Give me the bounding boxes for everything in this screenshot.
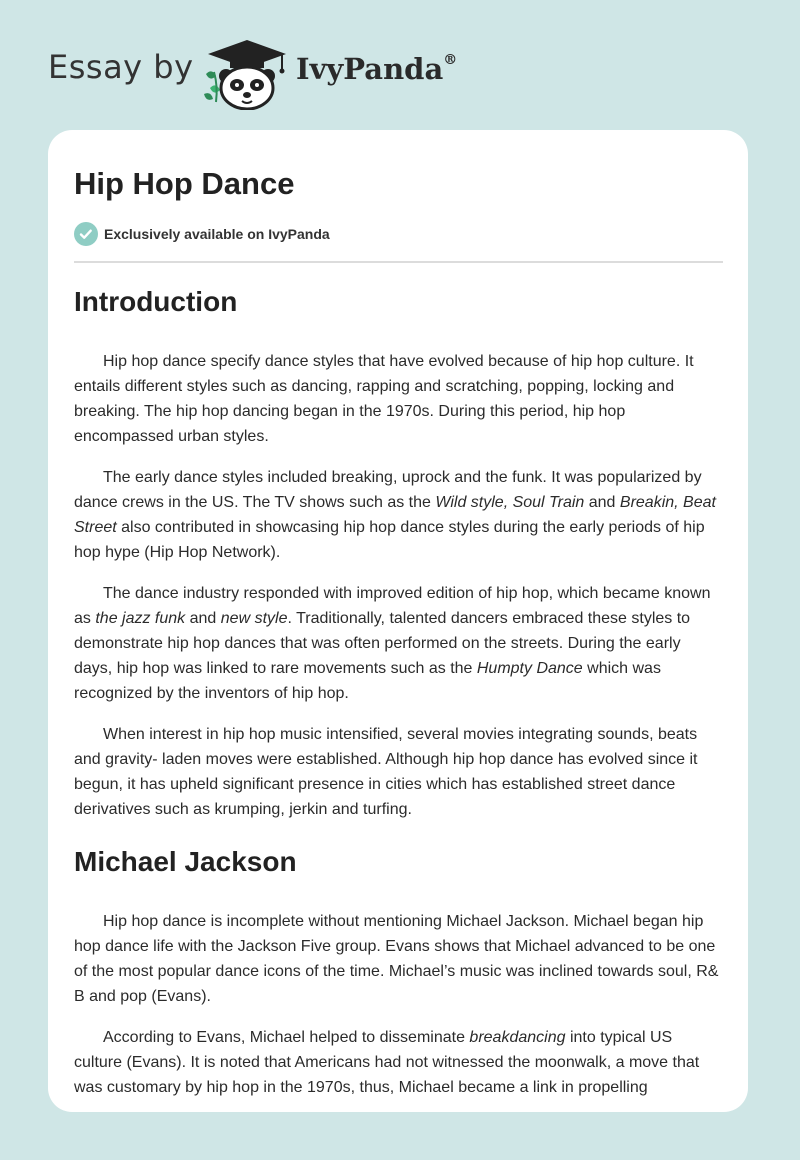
- section-heading-michael-jackson: Michael Jackson: [74, 846, 297, 877]
- page-title: Hip Hop Dance: [74, 166, 295, 201]
- paragraph: Hip hop dance is incomplete without mentioning Michael Jackson. Michael began hip hop dance life with the Jackson Five group. Evans shows that Michael advanced to be one of the most popular dance icons of the time. Michael’s music was inclined towards soul, R& B and pop (Evans).: [74, 913, 719, 1005]
- check-circle-icon: [74, 222, 98, 246]
- italic-term: breakdancing: [469, 1029, 566, 1046]
- paragraph: The dance industry responded with improved edition of hip hop, which became known as the jazz funk and new style. Traditionally, talented dancers embraced these styles to demonstrate hip hop dances that was often performed on the streets. During the early days, hip hop was linked to rare movements such as the Humpty Dance which was recognized by the inventors of hip hop.: [74, 585, 711, 702]
- italic-term: Breakin, Beat Street: [74, 494, 716, 536]
- essay-card: [48, 130, 748, 1112]
- site-header: [0, 0, 800, 130]
- essay-body: [74, 280, 723, 1100]
- paragraph: The early dance styles included breaking, uprock and the funk. It was popularized by dance crews in the US. The TV shows such as the Wild style, Soul Train and Breakin, Beat Street also contributed in showcasing hip hop dance styles during the early periods of hip hop hype (Hip Hop Network).: [74, 469, 716, 561]
- italic-term: the jazz funk: [95, 610, 186, 627]
- essay-by-label: Essay by: [48, 48, 194, 86]
- ivypanda-panda-logo-icon[interactable]: [202, 34, 292, 110]
- paragraph: When interest in hip hop music intensified, several movies integrating sounds, beats and gravity- laden moves were established. Although hip hop dance has evolved since it begun, it has upheld significant presence in cities which has established street dance derivatives such as krumping, jerkin and turfing.: [74, 726, 698, 818]
- italic-term: Humpty Dance: [476, 660, 583, 677]
- section-heading-introduction: Introduction: [74, 286, 238, 317]
- title-divider: [74, 261, 723, 263]
- italic-term: new style: [220, 610, 288, 627]
- exclusive-badge-label: Exclusively available on IvyPanda: [104, 226, 330, 242]
- paragraph: Hip hop dance specify dance styles that have evolved because of hip hop culture. It entails different styles such as dancing, rapping and scratching, popping, locking and breaking. The hip hop dancing began in the 1970s. During this period, hip hop encompassed urban styles.: [74, 353, 694, 445]
- exclusive-badge: [74, 222, 330, 246]
- italic-term: Wild style, Soul Train: [435, 494, 585, 511]
- paragraph: According to Evans, Michael helped to disseminate breakdancing into typical US culture (Evans). It is noted that Americans had not witnessed the moonwalk, a move that was customary by hip hop in the 1970s, thus, Michael became a link in propelling: [74, 1029, 700, 1096]
- ivypanda-brand-name[interactable]: IvyPanda®: [296, 52, 458, 86]
